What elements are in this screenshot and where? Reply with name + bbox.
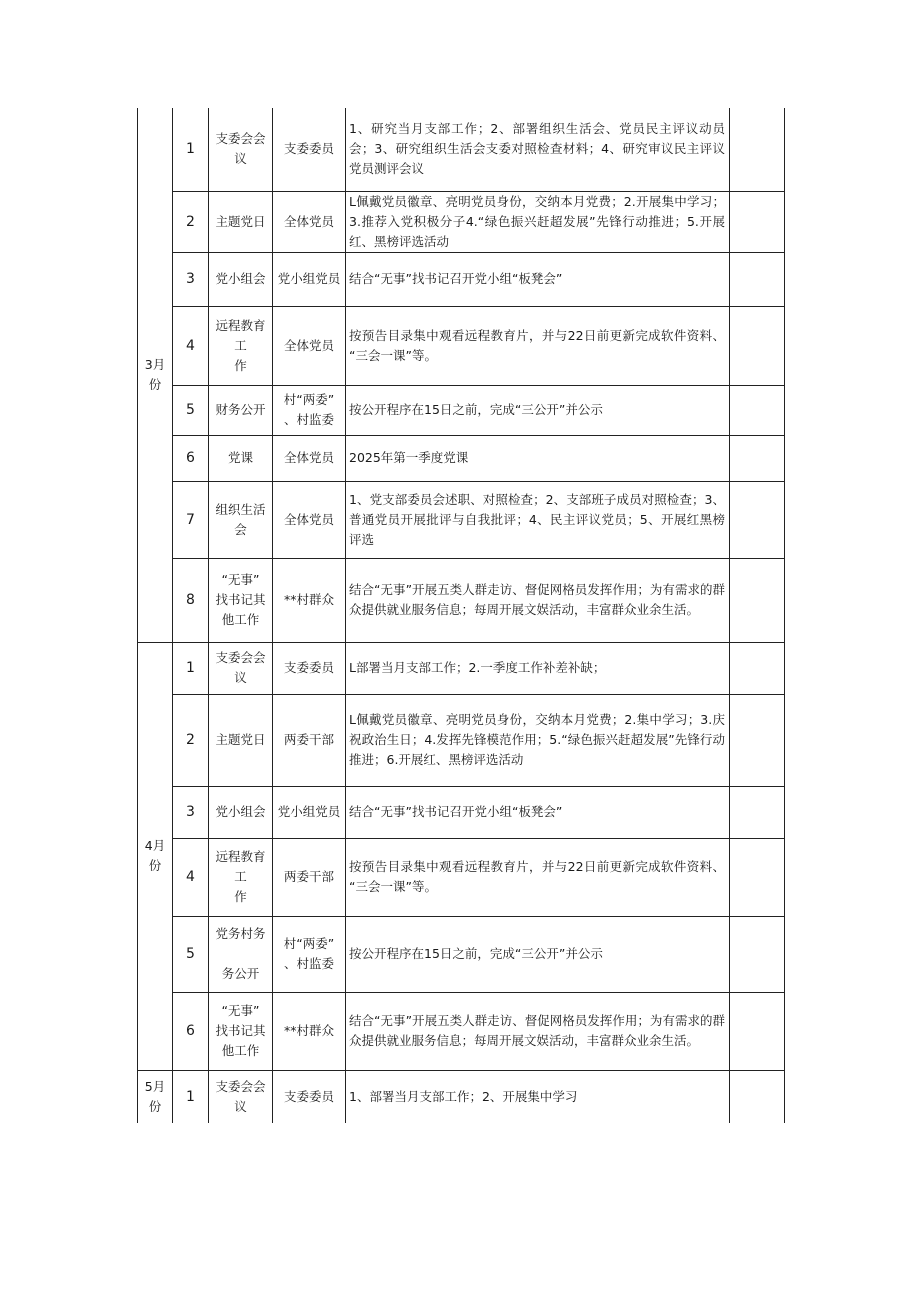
row-number: 2: [186, 732, 195, 748]
remark-cell: [730, 385, 785, 435]
month-label: 5月 份: [144, 1078, 166, 1114]
row-number-cell: [173, 786, 209, 838]
row-number-cell: [173, 191, 209, 252]
participants-cell: [273, 642, 346, 694]
activity-content-cell: [346, 435, 730, 481]
remark-cell: [730, 435, 785, 481]
activity-content: 按预告目录集中观看远程教育片，并与22日前更新完成软件资料、 “三会一课”等。: [349, 859, 725, 894]
activity-item-cell: [209, 108, 273, 191]
row-number: 1: [186, 1088, 195, 1105]
table-row: [138, 642, 785, 694]
participants: **村群众: [283, 592, 334, 607]
activity-item: 党课: [227, 450, 253, 465]
table-row: [138, 558, 785, 642]
row-number-cell: [173, 385, 209, 435]
activity-content-cell: [346, 306, 730, 385]
activity-item: 支委会会 议: [215, 1078, 266, 1114]
activity-content: 1、部署当月支部工作；2、开展集中学习: [349, 1088, 578, 1104]
activity-item: 主题党日: [215, 732, 266, 747]
row-number-cell: [173, 916, 209, 992]
activity-content: 结合“无事”开展五类人群走访、督促网格员发挥作用；为有需求的群众提供就业服务信息；每周开展文娱活动，丰富群众业余生活。: [349, 582, 725, 617]
activity-item-cell: [209, 786, 273, 838]
activity-content-cell: [346, 786, 730, 838]
table-row: [138, 108, 785, 191]
participants: 两委干部: [283, 732, 334, 747]
remark-cell: [730, 481, 785, 558]
activity-item-cell: [209, 694, 273, 786]
activity-item-cell: [209, 435, 273, 481]
row-number-cell: [173, 992, 209, 1070]
activity-item: 党务村务 务公开: [215, 926, 266, 981]
activity-item-cell: [209, 306, 273, 385]
row-number: 2: [186, 213, 195, 230]
participants-cell: [273, 252, 346, 306]
participants: **村群众: [283, 1023, 334, 1038]
month-cell: [138, 108, 173, 642]
row-number-cell: [173, 435, 209, 481]
month-label: 4月 份: [144, 838, 166, 873]
activity-item: 主题党日: [215, 213, 266, 229]
remark-cell: [730, 1070, 785, 1123]
table-row: [138, 786, 785, 838]
activity-content: L佩戴党员徽章、亮明党员身份，交纳本月党费；2.开展集中学习；3.推荐入党积极分子4.“绿色振兴赶超发展”先锋行动推进；5.开展红、黑榜评选活动: [349, 193, 725, 249]
row-number: 8: [186, 592, 195, 608]
remark-cell: [730, 558, 785, 642]
participants: 村“两委” 、村监委: [283, 392, 335, 427]
remark-cell: [730, 916, 785, 992]
table-row: [138, 1070, 785, 1123]
activity-item: 支委会会 议: [215, 131, 266, 167]
row-number: 3: [186, 804, 195, 820]
activity-content: 2025年第一季度党课: [349, 450, 469, 465]
row-number: 1: [186, 141, 195, 158]
row-number-cell: [173, 252, 209, 306]
remark-cell: [730, 694, 785, 786]
activity-item-cell: [209, 191, 273, 252]
activity-content-cell: [346, 1070, 730, 1123]
participants-cell: [273, 435, 346, 481]
participants: 两委干部: [283, 869, 334, 884]
row-number: 4: [186, 869, 195, 885]
activity-content-cell: [346, 252, 730, 306]
activity-content: L佩戴党员徽章、亮明党员身份，交纳本月党费；2.集中学习；3.庆祝政治生日；4.发挥先锋模范作用；5.“绿色振兴赶超发展”先锋行动推进；6.开展红、黑榜评选活动: [349, 712, 725, 767]
activity-content: 按预告目录集中观看远程教育片，并与22日前更新完成软件资料、 “三会一课”等。: [349, 327, 725, 363]
table-row: [138, 252, 785, 306]
activity-item: “无事” 找书记其 他工作: [215, 1003, 266, 1058]
month-cell: [138, 1070, 173, 1123]
activity-item-cell: [209, 916, 273, 992]
activity-content-cell: [346, 992, 730, 1070]
activity-content-cell: [346, 191, 730, 252]
participants: 支委委员: [283, 141, 334, 157]
activity-content: 结合“无事”开展五类人群走访、督促网格员发挥作用；为有需求的群众提供就业服务信息；每周开展文娱活动，丰富群众业余生活。: [349, 1013, 725, 1048]
table-row: [138, 838, 785, 916]
participants-cell: [273, 108, 346, 191]
activity-item-cell: [209, 481, 273, 558]
row-number-cell: [173, 838, 209, 916]
table-row: [138, 306, 785, 385]
activity-item-cell: [209, 252, 273, 306]
remark-cell: [730, 191, 785, 252]
activity-content-cell: [346, 838, 730, 916]
activity-item: 远程教育 工 作: [215, 317, 266, 373]
activity-item-cell: [209, 385, 273, 435]
table-row: [138, 992, 785, 1070]
remark-cell: [730, 306, 785, 385]
activity-content: 1、党支部委员会述职、对照检查；2、支部班子成员对照检查；3、普通党员开展批评与自我批评；4、民主评议党员；5、开展红黑榜评选: [349, 491, 725, 547]
month-label: 3月 份: [144, 356, 166, 392]
activity-item: 远程教育 工 作: [215, 849, 266, 904]
activity-content-cell: [346, 642, 730, 694]
table-row: [138, 385, 785, 435]
activity-item: “无事” 找书记其 他工作: [215, 572, 266, 627]
participants: 党小组党员: [277, 271, 341, 286]
row-number: 6: [186, 450, 195, 466]
activity-content: 结合“无事”找书记召开党小组“板凳会”: [349, 271, 563, 286]
participants-cell: [273, 306, 346, 385]
activity-item-cell: [209, 558, 273, 642]
work-plan-table: [137, 108, 785, 1123]
row-number-cell: [173, 1070, 209, 1123]
participants-cell: [273, 481, 346, 558]
row-number: 5: [186, 946, 195, 962]
activity-item-cell: [209, 642, 273, 694]
table-row: [138, 694, 785, 786]
participants: 支委委员: [283, 1088, 334, 1104]
participants: 全体党员: [283, 213, 334, 229]
activity-content-cell: [346, 916, 730, 992]
remark-cell: [730, 786, 785, 838]
activity-content: 1、研究当月支部工作；2、部署组织生活会、党员民主评议动员会；3、研究组织生活会支委对照检查材料；4、研究审议民主评议党员测评会议: [349, 121, 725, 177]
participants-cell: [273, 916, 346, 992]
activity-content-cell: [346, 481, 730, 558]
table-row: [138, 191, 785, 252]
row-number: 5: [186, 402, 195, 418]
activity-content: 按公开程序在15日之前，完成“三公开”并公示: [349, 402, 603, 417]
row-number: 1: [186, 660, 195, 676]
activity-content-cell: [346, 694, 730, 786]
activity-content: L部署当月支部工作；2.一季度工作补差补缺；: [349, 660, 606, 675]
row-number-cell: [173, 481, 209, 558]
participants: 村“两委” 、村监委: [283, 936, 335, 971]
activity-item: 组织生活 会: [215, 501, 266, 537]
participants: 支委委员: [283, 660, 334, 675]
activity-item-cell: [209, 1070, 273, 1123]
remark-cell: [730, 252, 785, 306]
remark-cell: [730, 838, 785, 916]
row-number: 6: [186, 1023, 195, 1039]
activity-item: 支委会会 议: [215, 650, 266, 685]
participants: 党小组党员: [277, 804, 341, 819]
participants-cell: [273, 558, 346, 642]
row-number: 4: [186, 337, 195, 354]
remark-cell: [730, 992, 785, 1070]
participants-cell: [273, 838, 346, 916]
participants-cell: [273, 694, 346, 786]
row-number: 7: [186, 511, 195, 528]
participants-cell: [273, 385, 346, 435]
activity-item-cell: [209, 838, 273, 916]
remark-cell: [730, 108, 785, 191]
participants-cell: [273, 191, 346, 252]
activity-content-cell: [346, 558, 730, 642]
participants-cell: [273, 992, 346, 1070]
participants: 全体党员: [283, 450, 334, 465]
row-number-cell: [173, 108, 209, 191]
row-number-cell: [173, 558, 209, 642]
participants: 全体党员: [283, 337, 334, 353]
row-number-cell: [173, 642, 209, 694]
activity-content-cell: [346, 108, 730, 191]
activity-content: 结合“无事”找书记召开党小组“板凳会”: [349, 804, 563, 819]
participants-cell: [273, 1070, 346, 1123]
table-row: [138, 916, 785, 992]
work-plan-body: [138, 108, 785, 1123]
month-cell: [138, 642, 173, 1070]
activity-content: 按公开程序在15日之前，完成“三公开”并公示: [349, 946, 603, 961]
participants-cell: [273, 786, 346, 838]
activity-item-cell: [209, 992, 273, 1070]
row-number: 3: [186, 271, 195, 287]
table-row: [138, 435, 785, 481]
row-number-cell: [173, 306, 209, 385]
activity-item: 党小组会: [215, 804, 266, 819]
activity-content-cell: [346, 385, 730, 435]
activity-item: 财务公开: [215, 402, 266, 417]
participants: 全体党员: [283, 511, 334, 527]
remark-cell: [730, 642, 785, 694]
activity-item: 党小组会: [215, 271, 266, 286]
row-number-cell: [173, 694, 209, 786]
table-row: [138, 481, 785, 558]
